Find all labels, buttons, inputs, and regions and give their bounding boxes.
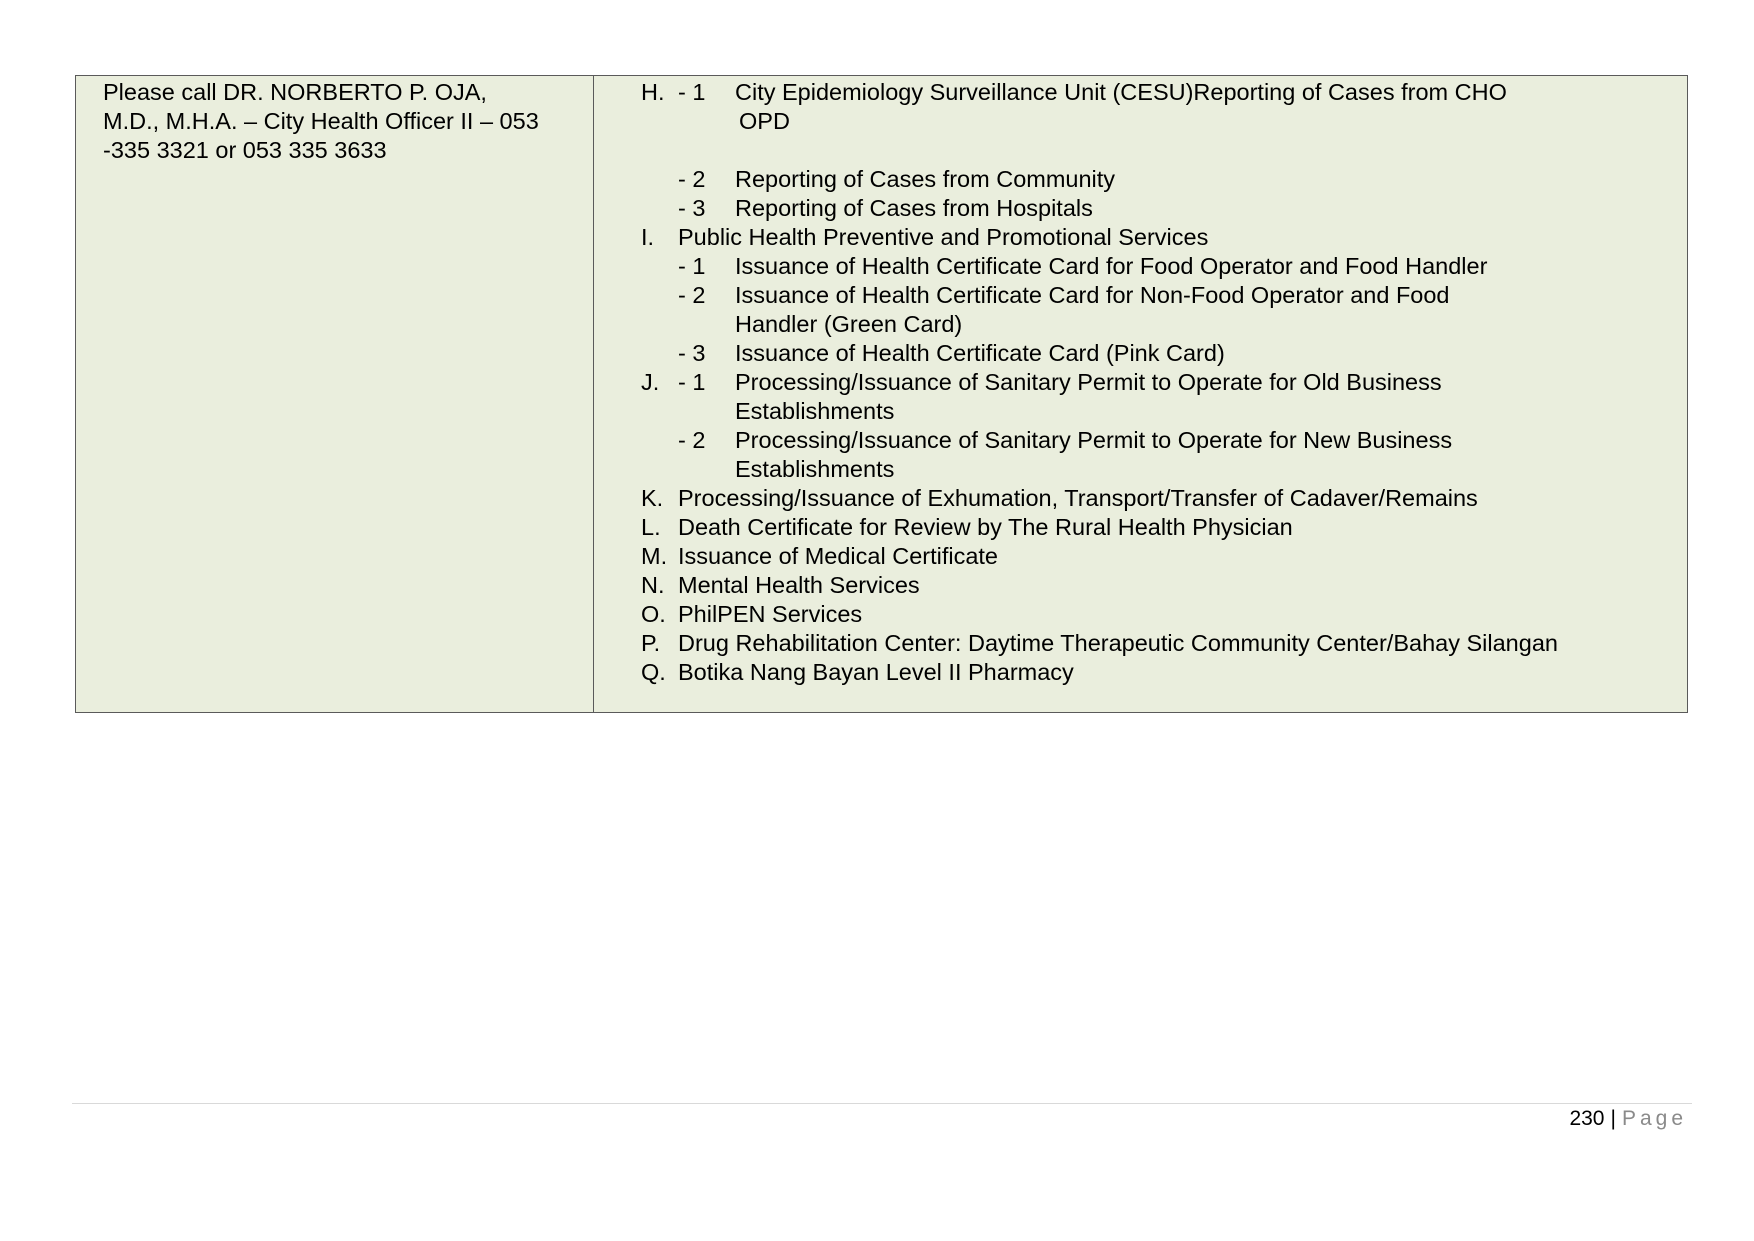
item-text: PhilPEN Services — [678, 601, 863, 627]
item-text: Processing/Issuance of Exhumation, Transport/Transfer of Cadaver/Remains — [678, 485, 1478, 511]
item-letter: P. — [641, 630, 661, 656]
item-text: Death Certificate for Review by The Rural Health Physician — [678, 514, 1293, 540]
item-text: Issuance of Medical Certificate — [678, 543, 999, 569]
footer-separator: | — [1610, 1107, 1616, 1130]
page-number: 230 — [1569, 1107, 1605, 1130]
item-text: Botika Nang Bayan Level II Pharmacy — [678, 659, 1074, 685]
item-letter: O. — [641, 601, 666, 627]
item-letter: M. — [641, 543, 668, 569]
contact-info: Please call DR. NORBERTO P. OJA, M.D., M.H.A. – City Health Officer II – 053 -335 3321 or 053 335 3633 — [103, 79, 539, 163]
services-table — [75, 75, 1688, 713]
item-number: - 2 — [678, 282, 706, 308]
item-text-continued: Establishments — [735, 398, 895, 424]
item-letter: K. — [641, 485, 664, 511]
item-letter: Q. — [641, 659, 666, 685]
item-text-continued: OPD — [739, 108, 790, 134]
item-letter: L. — [641, 514, 661, 540]
item-number: - 2 — [678, 166, 706, 192]
page-label: Page — [1621, 1107, 1687, 1130]
item-number: - 2 — [678, 427, 706, 453]
item-text: City Epidemiology Surveillance Unit (CESU)Reporting of Cases from CHO — [735, 79, 1507, 105]
column-divider — [593, 76, 594, 712]
page-footer — [1569, 1106, 1687, 1132]
item-number: - 3 — [678, 340, 706, 366]
item-text: Issuance of Health Certificate Card for Non-Food Operator and Food — [735, 282, 1450, 308]
item-number: - 1 — [678, 369, 706, 395]
item-text-continued: Establishments — [735, 456, 895, 482]
item-number: - 3 — [678, 195, 706, 221]
item-text: Public Health Preventive and Promotional Services — [678, 224, 1209, 250]
item-letter: H. — [641, 79, 665, 105]
item-text-continued: Handler (Green Card) — [735, 311, 963, 337]
item-text: Processing/Issuance of Sanitary Permit to Operate for Old Business — [735, 369, 1442, 395]
item-letter: J. — [641, 369, 660, 395]
item-text: Drug Rehabilitation Center: Daytime Therapeutic Community Center/Bahay Silangan — [678, 630, 1558, 656]
item-text: Reporting of Cases from Community — [735, 166, 1116, 192]
item-text: Mental Health Services — [678, 572, 920, 598]
item-text: Issuance of Health Certificate Card for Food Operator and Food Handler — [735, 253, 1488, 279]
item-text: Processing/Issuance of Sanitary Permit to Operate for New Business — [735, 427, 1453, 453]
item-text: Issuance of Health Certificate Card (Pink Card) — [735, 340, 1225, 366]
item-number: - 1 — [678, 79, 706, 105]
item-letter: I. — [641, 224, 655, 250]
item-letter: N. — [641, 572, 665, 598]
footer-rule — [72, 1103, 1692, 1104]
item-number: - 1 — [678, 253, 706, 279]
item-text: Reporting of Cases from Hospitals — [735, 195, 1093, 221]
